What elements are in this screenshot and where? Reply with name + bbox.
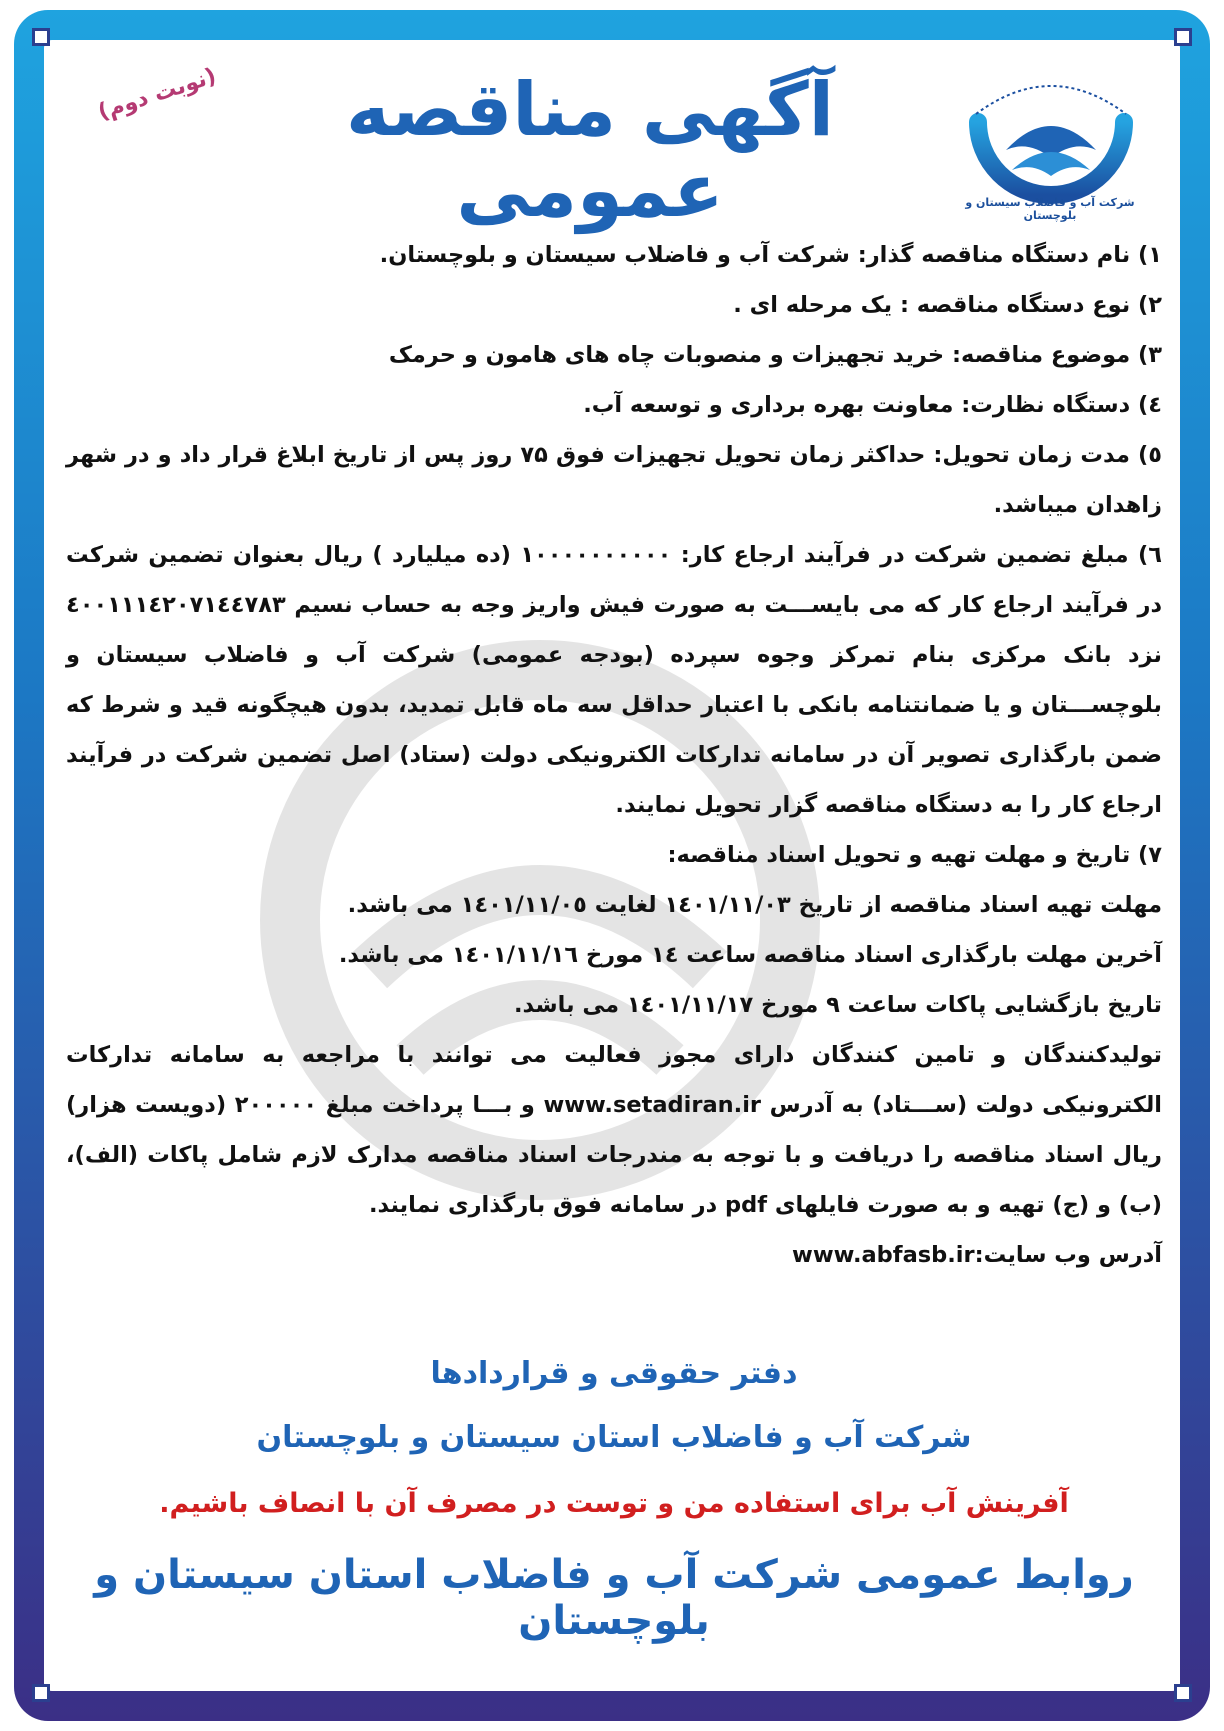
item-7: ۷) تاریخ و مهلت تهیه و تحویل اسناد مناقصه:	[667, 842, 1162, 868]
setadiran-link[interactable]: www.setadiran.ir	[543, 1092, 762, 1118]
item-1: ۱) نام دستگاه مناقصه گذار: شرکت آب و فاضلاب سیستان و بلوچستان.	[379, 242, 1162, 268]
item-2: ۲) نوع دستگاه مناقصه : یک مرحله ای .	[733, 292, 1162, 318]
corner-ornament	[1174, 1684, 1192, 1702]
item-5: ٥) مدت زمان تحویل: حداکثر زمان تحویل تجهیزات فوق ۷۵ روز پس از تاریخ ابلاغ قرار داد و در شهر زاهدان میباشد.	[66, 442, 1162, 518]
schedule-line: آخرین مهلت بارگذاری اسناد مناقصه ساعت ١٤ مورخ ۱٤۰۱/۱۱/١٦ می باشد.	[338, 942, 1162, 968]
corner-ornament	[32, 28, 50, 46]
corner-ornament	[32, 1684, 50, 1702]
public-relations: روابط عمومی شرکت آب و فاضلاب استان سیستان و بلوچستان	[94, 1552, 1134, 1644]
item-6: ٦) مبلغ تضمین شرکت در فرآیند ارجاع کار: ۱۰۰۰۰۰۰۰۰۰۰ (ده میلیارد ) ریال بعنوان تضمین شرکت در فرآیند ارجاع کار که می بایســـت به صورت فیش واریز وجه به حساب نسیم ٤۰۰۱۱۱٤۲۰۷۱٤٤۷۸۳ نزد بانک مرکزی بنام تمرکز وجوه سپرده (بودجه عمومی) شرکت آب و فاضلاب سیستان و بلوچســـتان و یا ضمانتنامه بانکی با اعتبار حداقل سه ماه قابل تمدید، بدون هیچگونه قید و شرط که ضمن بارگذاری تصویر آن در سامانه تدارکات الکترونیکی دولت (ستاد) اصل تضمین شرکت در فرآیند ارجاع کار را به دستگاه مناقصه گزار تحویل نمایند.	[66, 542, 1162, 818]
website-line	[66, 1230, 1162, 1280]
company-name: شرکت آب و فاضلاب استان سیستان و بلوچستان	[256, 1420, 972, 1455]
corner-ornament	[1174, 28, 1192, 46]
item-3: ۳) موضوع مناقصه: خرید تجهیزات و منصوبات چاه های هامون و حرمک	[388, 342, 1162, 368]
procedure-paragraph	[66, 1030, 1162, 1230]
item-4: ٤) دستگاه نظارت: معاونت بهره برداری و توسعه آب.	[583, 392, 1162, 418]
procedure-text-a: تولیدکنندگان و تامین کنندگان دارای مجوز فعالیت می توانند با مراجعه به سامانه تدارکات الکترونیکی دولت (ســـتاد) به آدرس	[66, 1042, 1162, 1118]
round-label: (نوبت دوم)	[95, 63, 220, 126]
notice-body	[66, 230, 1162, 1280]
slogan: آفرینش آب برای استفاده من و توست در مصرف آن با انصاف باشیم.	[159, 1488, 1069, 1519]
legal-office: دفتر حقوقی و قراردادها	[430, 1356, 798, 1391]
page-title: آگهی مناقصه عمومی	[346, 67, 834, 235]
website-label: آدرس وب سایت:	[974, 1242, 1162, 1268]
schedule-line: تاریخ بازگشایی پاکات ساعت ۹ مورخ ۱٤۰۱/۱۱/۱۷ می باشد.	[513, 992, 1162, 1018]
procedure-text-b: و بـــا پرداخت مبلغ ۲۰۰۰۰۰ (دویست هزار) ریال اسناد مناقصه را دریافت و با توجه به مندرجات اسناد مناقصه مدارک لازم شامل پاکات (الف)، (ب) و (ج) تهیه و به صورت فایلهای pdf در سامانه فوق بارگذاری نمایند.	[66, 1092, 1162, 1218]
schedule-line: مهلت تهیه اسناد مناقصه از تاریخ ۱٤۰۱/۱۱/۰۳ لغایت ۱٤۰۱/۱۱/۰٥ می باشد.	[347, 892, 1162, 918]
website-link[interactable]: www.abfasb.ir	[792, 1242, 975, 1268]
logo-caption: شرکت آب و فاضلاب سیستان و بلوچستان	[965, 196, 1135, 222]
